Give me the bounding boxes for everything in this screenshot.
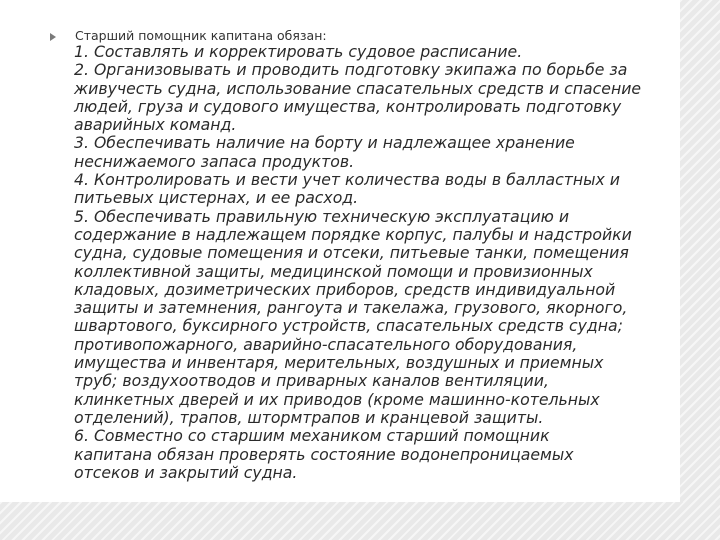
body-line: имущества и инвентаря, мерительных, воздушных и приемных (74, 353, 604, 373)
body-line: 4. Контролировать и вести учет количества воды в балластных и (74, 170, 620, 190)
body-line: судна, судовые помещения и отсеки, питьевые танки, помещения (74, 243, 629, 263)
body-line: неснижаемого запаса продуктов. (74, 151, 355, 171)
body-line: 2. Организовывать и проводить подготовку экипажа по борьбе за (74, 60, 628, 80)
body-line: 1. Составлять и корректировать судовое расписание. (74, 42, 523, 61)
slide-body-text (74, 43, 694, 482)
body-line: 3. Обеспечивать наличие на борту и надлежащее хранение (74, 133, 575, 153)
body-line: живучесть судна, использование спасательных средств и спасение (74, 78, 642, 98)
body-line: швартового, буксирного устройств, спасательных средств судна; (74, 316, 623, 336)
body-line: противопожарного, аварийно-спасательного оборудования, (74, 334, 578, 354)
body-line: людей, груза и судового имущества, контролировать подготовку (74, 96, 622, 116)
body-line: коллективной защиты, медицинской помощи и провизионных (74, 261, 593, 281)
body-line: 6. Совместно со старшим механиком старший помощник (74, 426, 550, 446)
body-line: отсеков и закрытий судна. (74, 462, 298, 482)
body-line: аварийных команд. (74, 115, 237, 135)
body-line: клинкетных дверей и их приводов (кроме машинно-котельных (74, 389, 600, 409)
body-line: труб; воздухоотводов и приварных каналов вентиляции, (74, 371, 549, 391)
body-line: отделений), трапов, штормтрапов и кранцевой защиты. (74, 407, 544, 427)
background-stripe-bottom (0, 502, 720, 540)
body-line: защиты и затемнения, рангоута и такелажа, грузового, якорного, (74, 298, 628, 318)
body-line: содержание в надлежащем порядке корпус, палубы и надстройки (74, 224, 632, 244)
body-line: 5. Обеспечивать правильную техническую эксплуатацию и (74, 206, 570, 226)
body-line: питьевых цистернах, и ее расход. (74, 188, 359, 208)
body-line: капитана обязан проверять состояние водонепроницаемых (74, 444, 574, 464)
body-line: кладовых, дозиметрических приборов, средств индивидуальной (74, 279, 616, 299)
bullet-arrow-icon (50, 33, 56, 41)
slide-heading: Старший помощник капитана обязан: (75, 28, 327, 43)
